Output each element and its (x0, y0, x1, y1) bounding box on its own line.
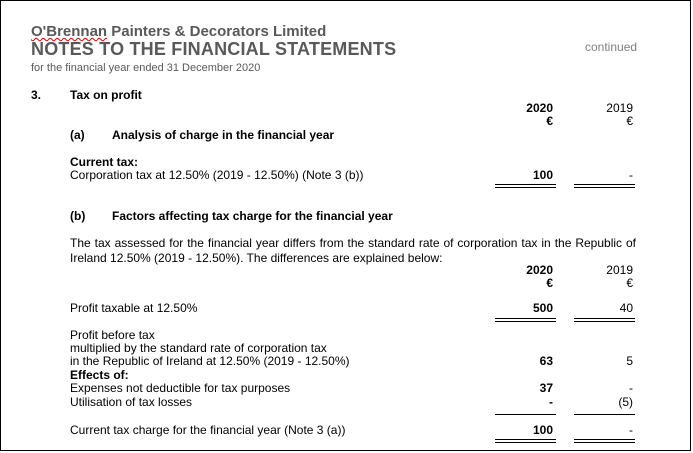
explanation-paragraph: The tax assessed for the financial year differs from the standard rate of corporation tax in the Republic of Ireland 12.50% (2019 - 12.50%). The differences are explained below: (70, 236, 636, 265)
expenses-not-deductible-current: 37 (539, 381, 553, 395)
utilisation-of-losses-current: - (549, 395, 553, 409)
col-currency-current: € (546, 276, 553, 290)
company-name-rest: Painters & Decorators Limited (107, 23, 327, 40)
double-rule (495, 318, 556, 322)
col-header-current-year: 2020 (526, 263, 553, 277)
single-rule (495, 414, 556, 415)
part-b-label: (b) (70, 209, 86, 223)
company-name (31, 23, 326, 40)
profit-before-tax-line1: Profit before tax (70, 328, 155, 342)
profit-taxable-current: 500 (532, 301, 553, 315)
current-tax-heading: Current tax: (70, 155, 139, 169)
corporation-tax-current: 100 (532, 168, 553, 182)
expenses-not-deductible-prior: - (629, 381, 633, 395)
part-b-title: Factors affecting tax charge for the financial year (112, 209, 393, 223)
profit-before-tax-line2: multiplied by the standard rate of corporation tax (70, 341, 327, 355)
expenses-not-deductible-label: Expenses not deductible for tax purposes (70, 381, 291, 395)
company-name-prefix: O'Brennan (31, 23, 108, 40)
continued-label: continued (585, 40, 638, 54)
double-rule (574, 184, 635, 188)
total-tax-charge-current: 100 (532, 423, 553, 437)
reporting-period: for the financial year ended 31 December 2020 (31, 62, 261, 74)
corporation-tax-label: Corporation tax at 12.50% (2019 - 12.50%) (Note 3 (b)) (70, 168, 364, 182)
col-currency-prior: € (626, 114, 633, 128)
single-rule (574, 414, 635, 415)
effects-heading: Effects of: (70, 368, 129, 382)
double-rule (495, 439, 556, 443)
page-title: NOTES TO THE FINANCIAL STATEMENTS (31, 39, 397, 59)
section-title: Tax on profit (70, 88, 142, 102)
col-header-prior-year: 2019 (606, 263, 633, 277)
total-tax-charge-label: Current tax charge for the financial year (Note 3 (a)) (70, 423, 346, 437)
utilisation-of-losses-label: Utilisation of tax losses (70, 395, 193, 409)
profit-before-tax-prior: 5 (626, 354, 633, 368)
col-currency-prior: € (626, 276, 633, 290)
col-header-current-year: 2020 (526, 101, 553, 115)
double-rule (495, 184, 556, 188)
double-rule (574, 439, 635, 443)
section-number: 3. (31, 88, 42, 102)
profit-before-tax-current: 63 (539, 354, 553, 368)
col-header-prior-year: 2019 (606, 101, 633, 115)
col-currency-current: € (546, 114, 553, 128)
total-tax-charge-prior: - (629, 423, 633, 437)
profit-taxable-prior: 40 (619, 301, 633, 315)
part-a-title: Analysis of charge in the financial year (112, 128, 335, 142)
part-a-label: (a) (70, 128, 85, 142)
profit-before-tax-line3: in the Republic of Ireland at 12.50% (2019 - 12.50%) (70, 354, 350, 368)
profit-taxable-label: Profit taxable at 12.50% (70, 301, 198, 315)
double-rule (574, 318, 635, 322)
utilisation-of-losses-prior: (5) (618, 395, 633, 409)
corporation-tax-prior: - (629, 168, 633, 182)
